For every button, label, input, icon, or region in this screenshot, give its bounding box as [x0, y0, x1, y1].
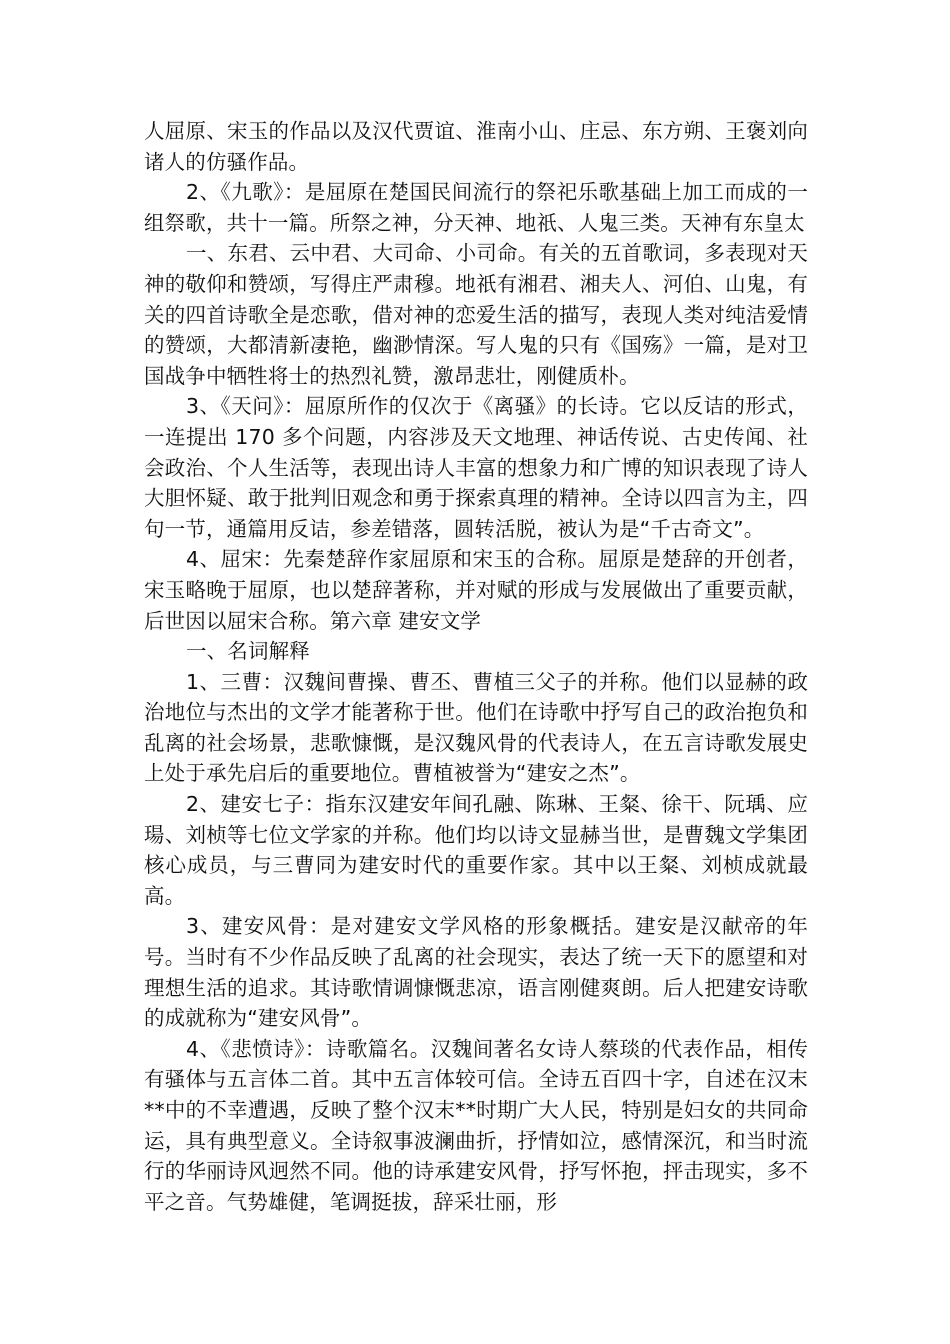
paragraph-jianan-qizi: 2、建安七子：指东汉建安年间孔融、陈琳、王粲、徐干、阮瑀、应瑒、刘桢等七位文学家的并称。他们均以诗文显赫当世，是曹魏文学集团核心成员，与三曹同为建安时代的重要作家。其中以王粲、刘桢成就最高。 — [144, 792, 808, 908]
paragraph-continuation: 人屈原、宋玉的作品以及汉代贾谊、淮南小山、庄忌、东方朔、王褒刘向诸人的仿骚作品。 — [144, 119, 808, 174]
paragraph-beifenshi: 4、《悲愤诗》：诗歌篇名。汉魏间著名女诗人蔡琰的代表作品，相传有骚体与五言体二首。其中五言体较可信。全诗五百四十字，自述在汉末**中的不幸遭遇，反映了整个汉末**时期广大人民，特别是妇女的共同命运，具有典型意义。全诗叙事波澜曲折，抒情如泣，感情深沉，和当时流行的华丽诗风迥然不同。他的诗承建安风骨，抒写怀抱，抨击现实，多不平之音。气势雄健，笔调挺拔，辞采壮丽，形 — [144, 1036, 808, 1214]
paragraph-jiuge: 2、《九歌》：是屈原在楚国民间流行的祭祀乐歌基础上加工而成的一组祭歌，共十一篇。所祭之神，分天神、地祇、人鬼三类。天神有东皇太 — [144, 180, 808, 235]
document-body — [144, 116, 808, 1217]
paragraph-tianwen: 3、《天问》：屈原所作的仅次于《离骚》的长诗。它以反诘的形式，一连提出 170 多个问题，内容涉及天文地理、神话传说、古史传闻、社会政治、个人生活等，表现出诗人丰富的想象力和广博的知识表现了诗人大胆怀疑、敢于批判旧观念和勇于探索真理的精神。全诗以四言为主，四句一节，通篇用反诘，参差错落，圆转活脱，被认为是“千古奇文”。 — [144, 394, 808, 541]
paragraph-qusong: 4、屈宋：先秦楚辞作家屈原和宋玉的合称。屈原是楚辞的开创者，宋玉略晚于屈原，也以楚辞著称，并对赋的形成与发展做出了重要贡献，后世因以屈宋合称。第六章 建安文学 — [144, 547, 808, 633]
paragraph-jianan-fenggu: 3、建安风骨：是对建安文学风格的形象概括。建安是汉献帝的年号。当时有不少作品反映了乱离的社会现实，表达了统一天下的愿望和对理想生活的追求。其诗歌情调慷慨悲凉，语言刚健爽朗。后人把建安诗歌的成就称为“建安风骨”。 — [144, 914, 808, 1031]
paragraph-sancao: 1、三曹：汉魏间曹操、曹丕、曹植三父子的并称。他们以显赫的政治地位与杰出的文学才能著称于世。他们在诗歌中抒写自己的政治抱负和乱离的社会场景，悲歌慷慨，是汉魏风骨的代表诗人，在五言诗歌发展史上处于承先启后的重要地位。曹植被誉为“建安之杰”。 — [144, 669, 808, 786]
section-heading-terms: 一、名词解释 — [186, 639, 310, 664]
paragraph-jiuge-continued: 一、东君、云中君、大司命、小司命。有关的五首歌词，多表现对天神的敬仰和赞颂，写得庄严肃穆。地祇有湘君、湘夫人、河伯、山鬼，有关的四首诗歌全是恋歌，借对神的恋爱生活的描写，表现人类对纯洁爱情的赞颂，大都清新凄艳，幽渺情深。写人鬼的只有《国殇》一篇，是对卫国战争中牺牲将士的热烈礼赞，激昂悲壮，刚健质朴。 — [144, 241, 808, 388]
